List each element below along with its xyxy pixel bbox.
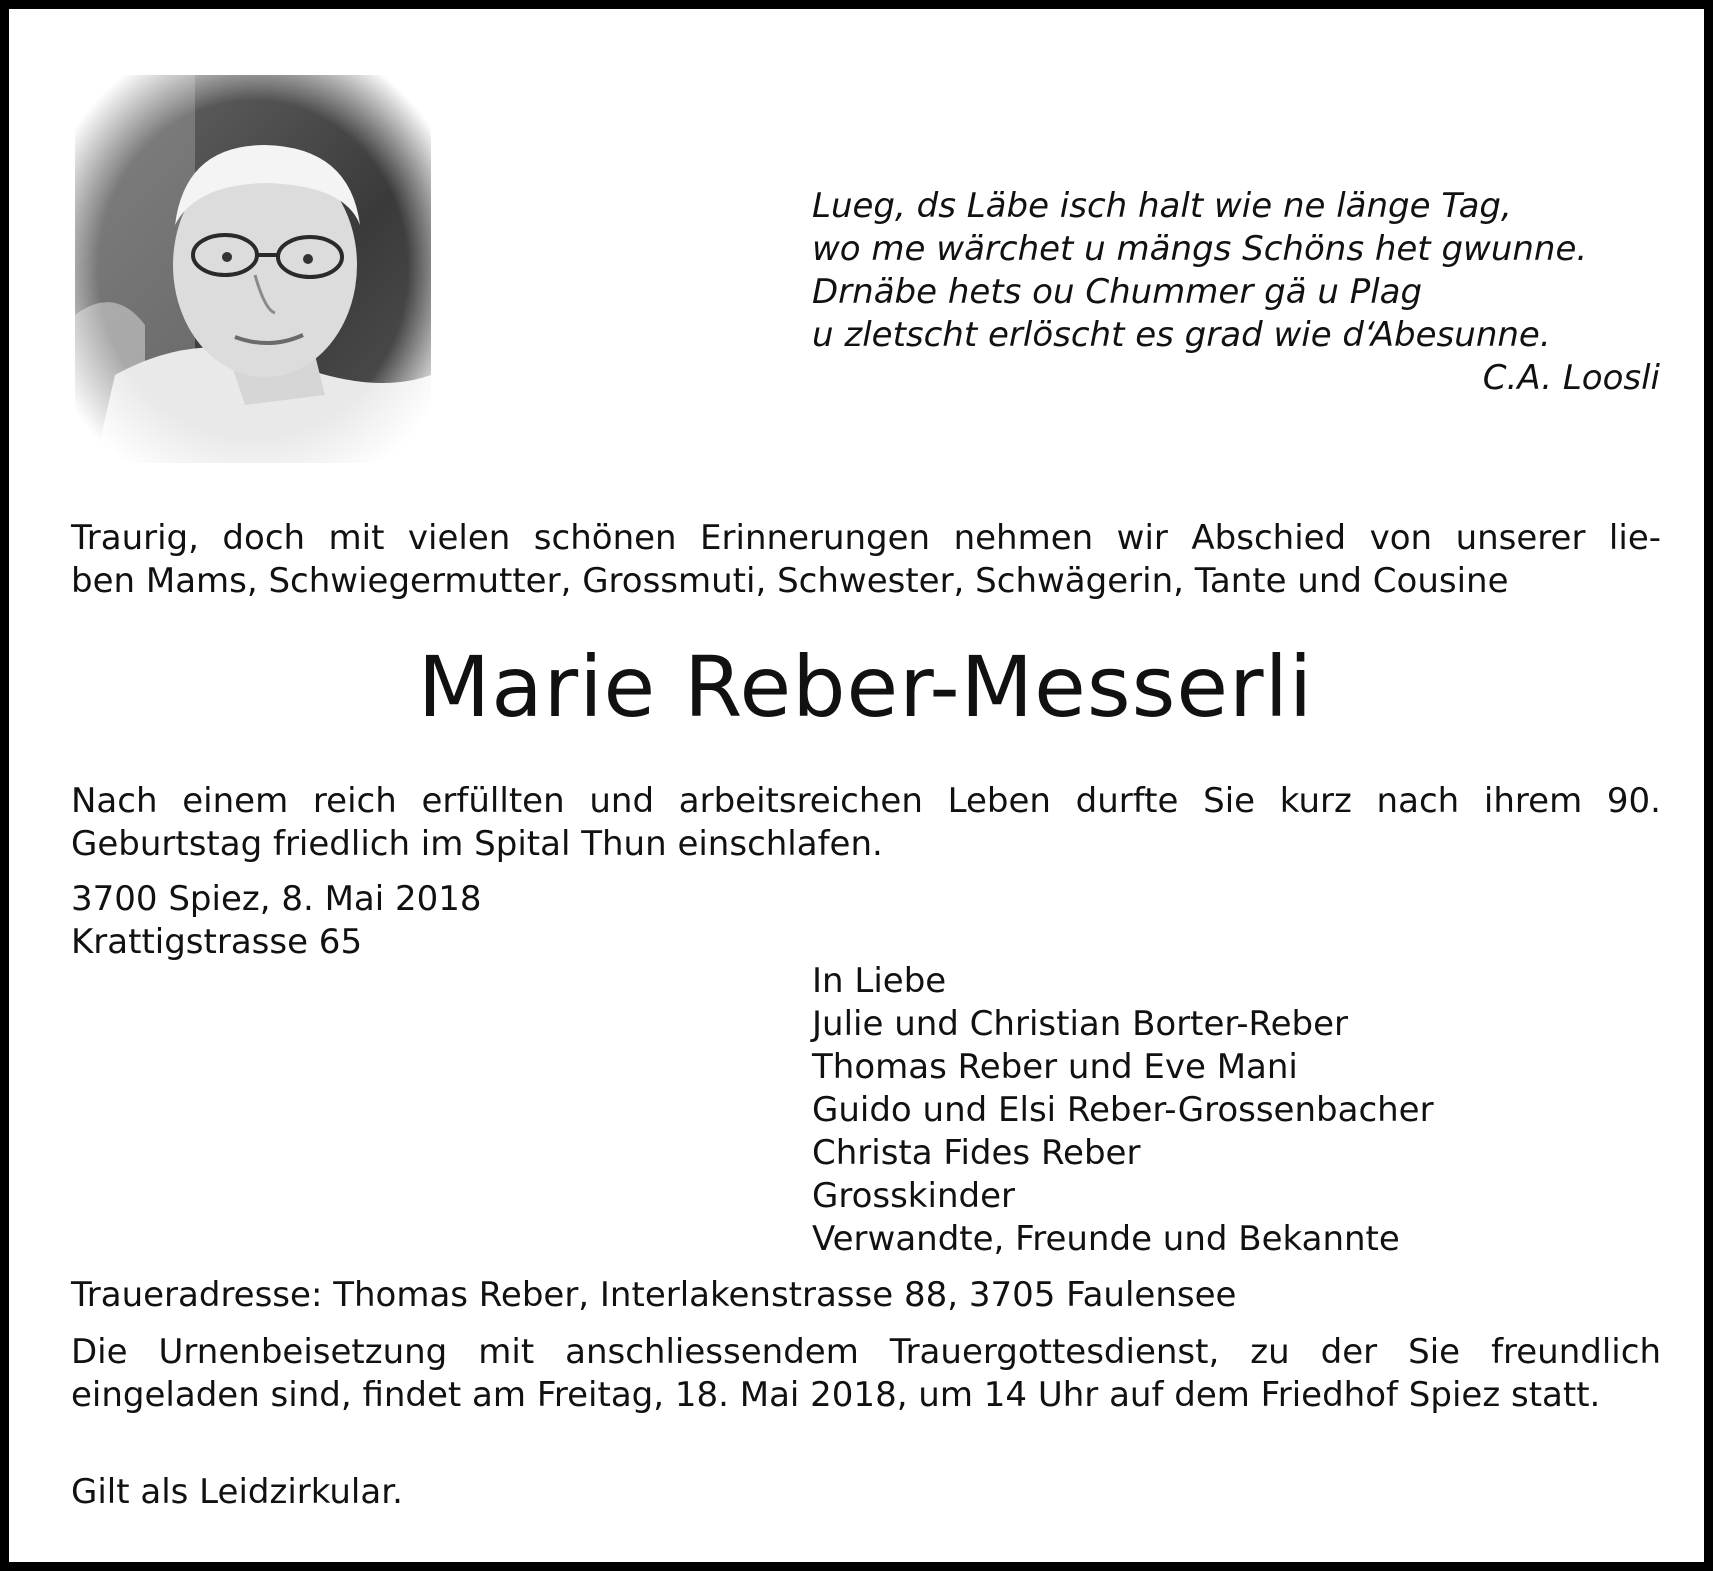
intro-text — [71, 517, 1661, 603]
ceremony-text: Die Urnenbeisetzung mit anschliessendem Trauergottesdienst, zu der Sie freundlich eingeladen sind, findet am Freitag, 18. Mai 2018, um 14 Uhr auf dem Friedhof Spiez statt. — [71, 1332, 1661, 1415]
signer-line: Grosskinder — [812, 1176, 1015, 1216]
intro-line: Traurig, doch mit vielen schönen Erinnerungen nehmen wir Abschied von unserer lie- — [71, 518, 1661, 558]
deceased-name: Marie Reber-Messerli — [417, 638, 1314, 736]
street-address: Krattigstrasse 65 — [71, 922, 363, 962]
poem-line: u zletscht erlöscht es grad wie d‘Abesunne. — [812, 315, 1551, 355]
poem-line: Drnäbe hets ou Chummer gä u Plag — [812, 272, 1423, 312]
signer-line: Guido und Elsi Reber-Grossenbacher — [812, 1090, 1434, 1130]
signer-line: Christa Fides Reber — [812, 1133, 1141, 1173]
poem — [812, 185, 1660, 400]
mourning-address: Traueradresse: Thomas Reber, Interlakenstrasse 88, 3705 Faulensee — [71, 1275, 1237, 1315]
poem-line: wo me wärchet u mängs Schöns het gwunne. — [812, 229, 1588, 269]
address-block — [71, 878, 1661, 964]
intro-line: ben Mams, Schwiegermutter, Grossmuti, Schwester, Schwägerin, Tante und Cousine — [71, 561, 1509, 601]
signers-list — [812, 960, 1434, 1261]
life-text: Nach einem reich erfüllten und arbeitsreichen Leben durfte Sie kurz nach ihrem 90. Geburtstag friedlich im Spital Thun einschlafen. — [71, 781, 1661, 864]
portrait-image — [75, 75, 431, 463]
portrait-photo — [75, 75, 431, 463]
poem-line: Lueg, ds Läbe isch halt wie ne länge Tag, — [812, 186, 1512, 226]
closing-note: Gilt als Leidzirkular. — [71, 1472, 403, 1512]
poem-author: C.A. Loosli — [1482, 358, 1660, 398]
signer-line: Julie und Christian Borter-Reber — [812, 1004, 1348, 1044]
place-date: 3700 Spiez, 8. Mai 2018 — [71, 879, 482, 919]
signer-line: Thomas Reber und Eve Mani — [812, 1047, 1298, 1087]
signer-line: In Liebe — [812, 961, 947, 1001]
signer-line: Verwandte, Freunde und Bekannte — [812, 1219, 1400, 1259]
